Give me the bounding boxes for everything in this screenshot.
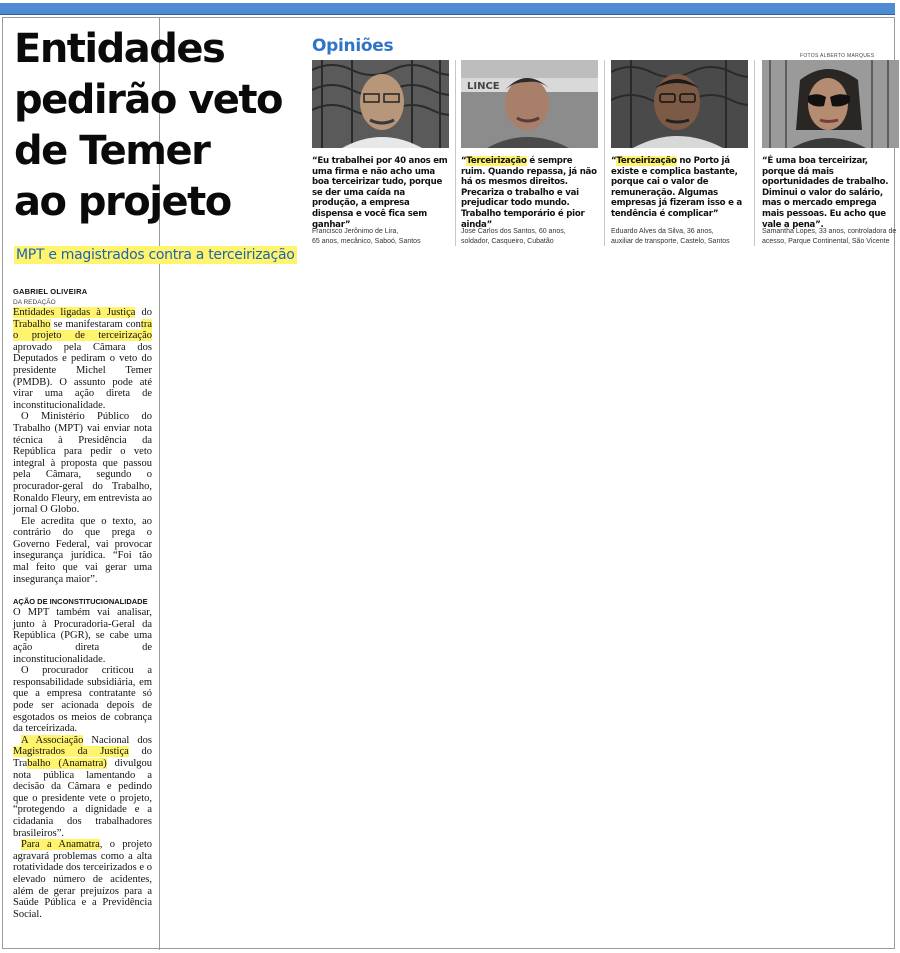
paragraph-5: O procurador criticou a responsabilidade subsidiária, em que a empresa contratante só pode ser acionada depois de esgotados os meios de cobrança da terceirizada. (13, 665, 152, 735)
top-color-bar (0, 3, 895, 15)
byline-desk: DA REDAÇÃO (13, 299, 56, 306)
credit-info: 65 anos, mecânico, Saboó, Santos (312, 237, 421, 245)
highlight: Terceirização (616, 156, 677, 166)
headline-line-1: Entidades (14, 26, 225, 72)
column-divider (604, 60, 605, 246)
column-divider (754, 60, 755, 246)
text: aprovado pela Câmara dos Deputados e pediram o veto do presidente Michel Temer (PMDB). O assunto pode até virar uma ação direta de inconstitucionalidade. (13, 341, 152, 411)
headline-line-2: pedirão veto (14, 77, 283, 123)
highlight: Magistrados da Justiça (13, 746, 129, 758)
headline (14, 24, 304, 228)
highlight: A Associação (21, 734, 84, 746)
text: divulgou nota pública lamentando a decisão da Câmara e pedindo que o presidente vete o projeto, “protegendo a dignidade e a cidadania dos trabalhadores brasileiros”. (13, 757, 152, 839)
opinion-credit-2 (461, 227, 601, 246)
quote-text: é sempre ruim. Quando repassa, já não há os mesmos direitos. Precariza o trabalho e vai prejudicar todo mundo. Trabalho temporário é pior ainda” (461, 156, 597, 230)
opinion-credit-4 (762, 227, 900, 246)
paragraph-3: Ele acredita que o texto, ao contrário do que prega o Governo Federal, vai provocar insegurança jurídica. “Foi tão mal feito que vai gerar uma insegurança maior”. (13, 515, 152, 585)
portrait-illustration-4 (762, 60, 899, 148)
opinion-quote-2 (461, 156, 599, 230)
portrait-photo-4 (762, 60, 899, 148)
subheadline: MPT e magistrados contra a terceirização (16, 247, 295, 263)
quote-open: “ (461, 156, 467, 166)
credit-name: Samantha Lopes, 33 anos, controladora de (762, 228, 897, 235)
portrait-photo-2 (461, 60, 598, 148)
headline-line-3: de Temer (14, 128, 210, 174)
article-body (13, 307, 152, 920)
portrait-illustration-1 (312, 60, 449, 148)
opinion-quote-3 (611, 156, 749, 220)
portrait-photo-1 (312, 60, 449, 148)
credit-info: acesso, Parque Continental, São Vicente (762, 237, 890, 245)
text: Nacional dos (83, 734, 152, 746)
opinion-credit-1 (312, 227, 452, 246)
photo-credit: FOTOS ALBERTO MARQUES (800, 53, 875, 59)
highlight: balho (Anamatra) (27, 757, 107, 769)
credit-name: Eduardo Alves da Silva, 36 anos, (611, 228, 714, 235)
shop-sign-text: LINCE (467, 81, 500, 92)
highlight: tra o projeto de terceirização (13, 318, 152, 342)
paragraph-7 (13, 839, 152, 920)
text: , o projeto agravará problemas como a alta rotatividade dos terceirizados e o elevado número de acidentes, além de gerar prejuízos para a Saúde Pública e a Previdência Social. (13, 839, 152, 920)
column-divider (455, 60, 456, 246)
text: se manifestaram con (50, 318, 141, 330)
highlight: Terceirização (466, 156, 527, 166)
highlight: Trabalho (13, 318, 51, 330)
paragraph-4: O MPT também vai analisar, junto à Procuradoria-Geral da República (PGR), se cabe uma ação direta de inconstitucionalidade. (13, 607, 152, 665)
credit-info: auxiliar de transporte, Castelo, Santos (611, 237, 730, 245)
quote-text: no Porto já existe e complica bastante, porque cai o valor de remuneração. Algumas empresas já fizeram isso e a tendência é complicar” (611, 156, 742, 219)
opinions-title: Opiniões (312, 36, 394, 56)
highlight: Para a Anamatra (21, 839, 100, 851)
portrait-illustration-2 (461, 60, 598, 148)
opinion-quote-4 (762, 156, 900, 230)
paragraph-6 (13, 735, 152, 839)
text: do (135, 307, 152, 318)
portrait-photo-3 (611, 60, 748, 148)
credit-info: soldador, Casqueiro, Cubatão (461, 237, 554, 245)
section-heading: AÇÃO DE INCONSTITUCIONALIDADE (13, 597, 148, 607)
portrait-illustration-3 (611, 60, 748, 148)
quote-text: “É uma boa terceirizar, porque dá mais oportunidades de trabalho. Diminui o valor do salário, mas o mercado emprega mais pessoas. Eu acho que vale a pena”. (762, 156, 889, 230)
quote-text: “Eu trabalhei por 40 anos em uma firma e não acho uma boa terceirizar tudo, porque se der uma caída na produção, a empresa dispensa e você fica sem ganhar” (312, 156, 448, 230)
quote-open: “ (611, 156, 617, 166)
opinion-quote-1 (312, 156, 450, 230)
opinion-credit-3 (611, 227, 751, 246)
text: do Tra (13, 746, 152, 769)
byline: GABRIEL OLIVEIRA (13, 287, 88, 296)
paragraph-1 (13, 307, 152, 411)
headline-line-4: ao projeto (14, 179, 231, 225)
credit-name: Francisco Jerônimo de Lira, (312, 228, 399, 235)
highlight: Entidades ligadas à Justiça (13, 307, 136, 318)
credit-name: José Carlos dos Santos, 60 anos, (461, 228, 566, 235)
paragraph-2: O Ministério Público do Trabalho (MPT) vai enviar nota técnica à Presidência da República para pedir o veto integral à proposta que passou pela Câmara, segundo o procurador-geral do Trabalho, Ronaldo Fleury, em entrevista ao jornal O Globo. (13, 411, 152, 516)
